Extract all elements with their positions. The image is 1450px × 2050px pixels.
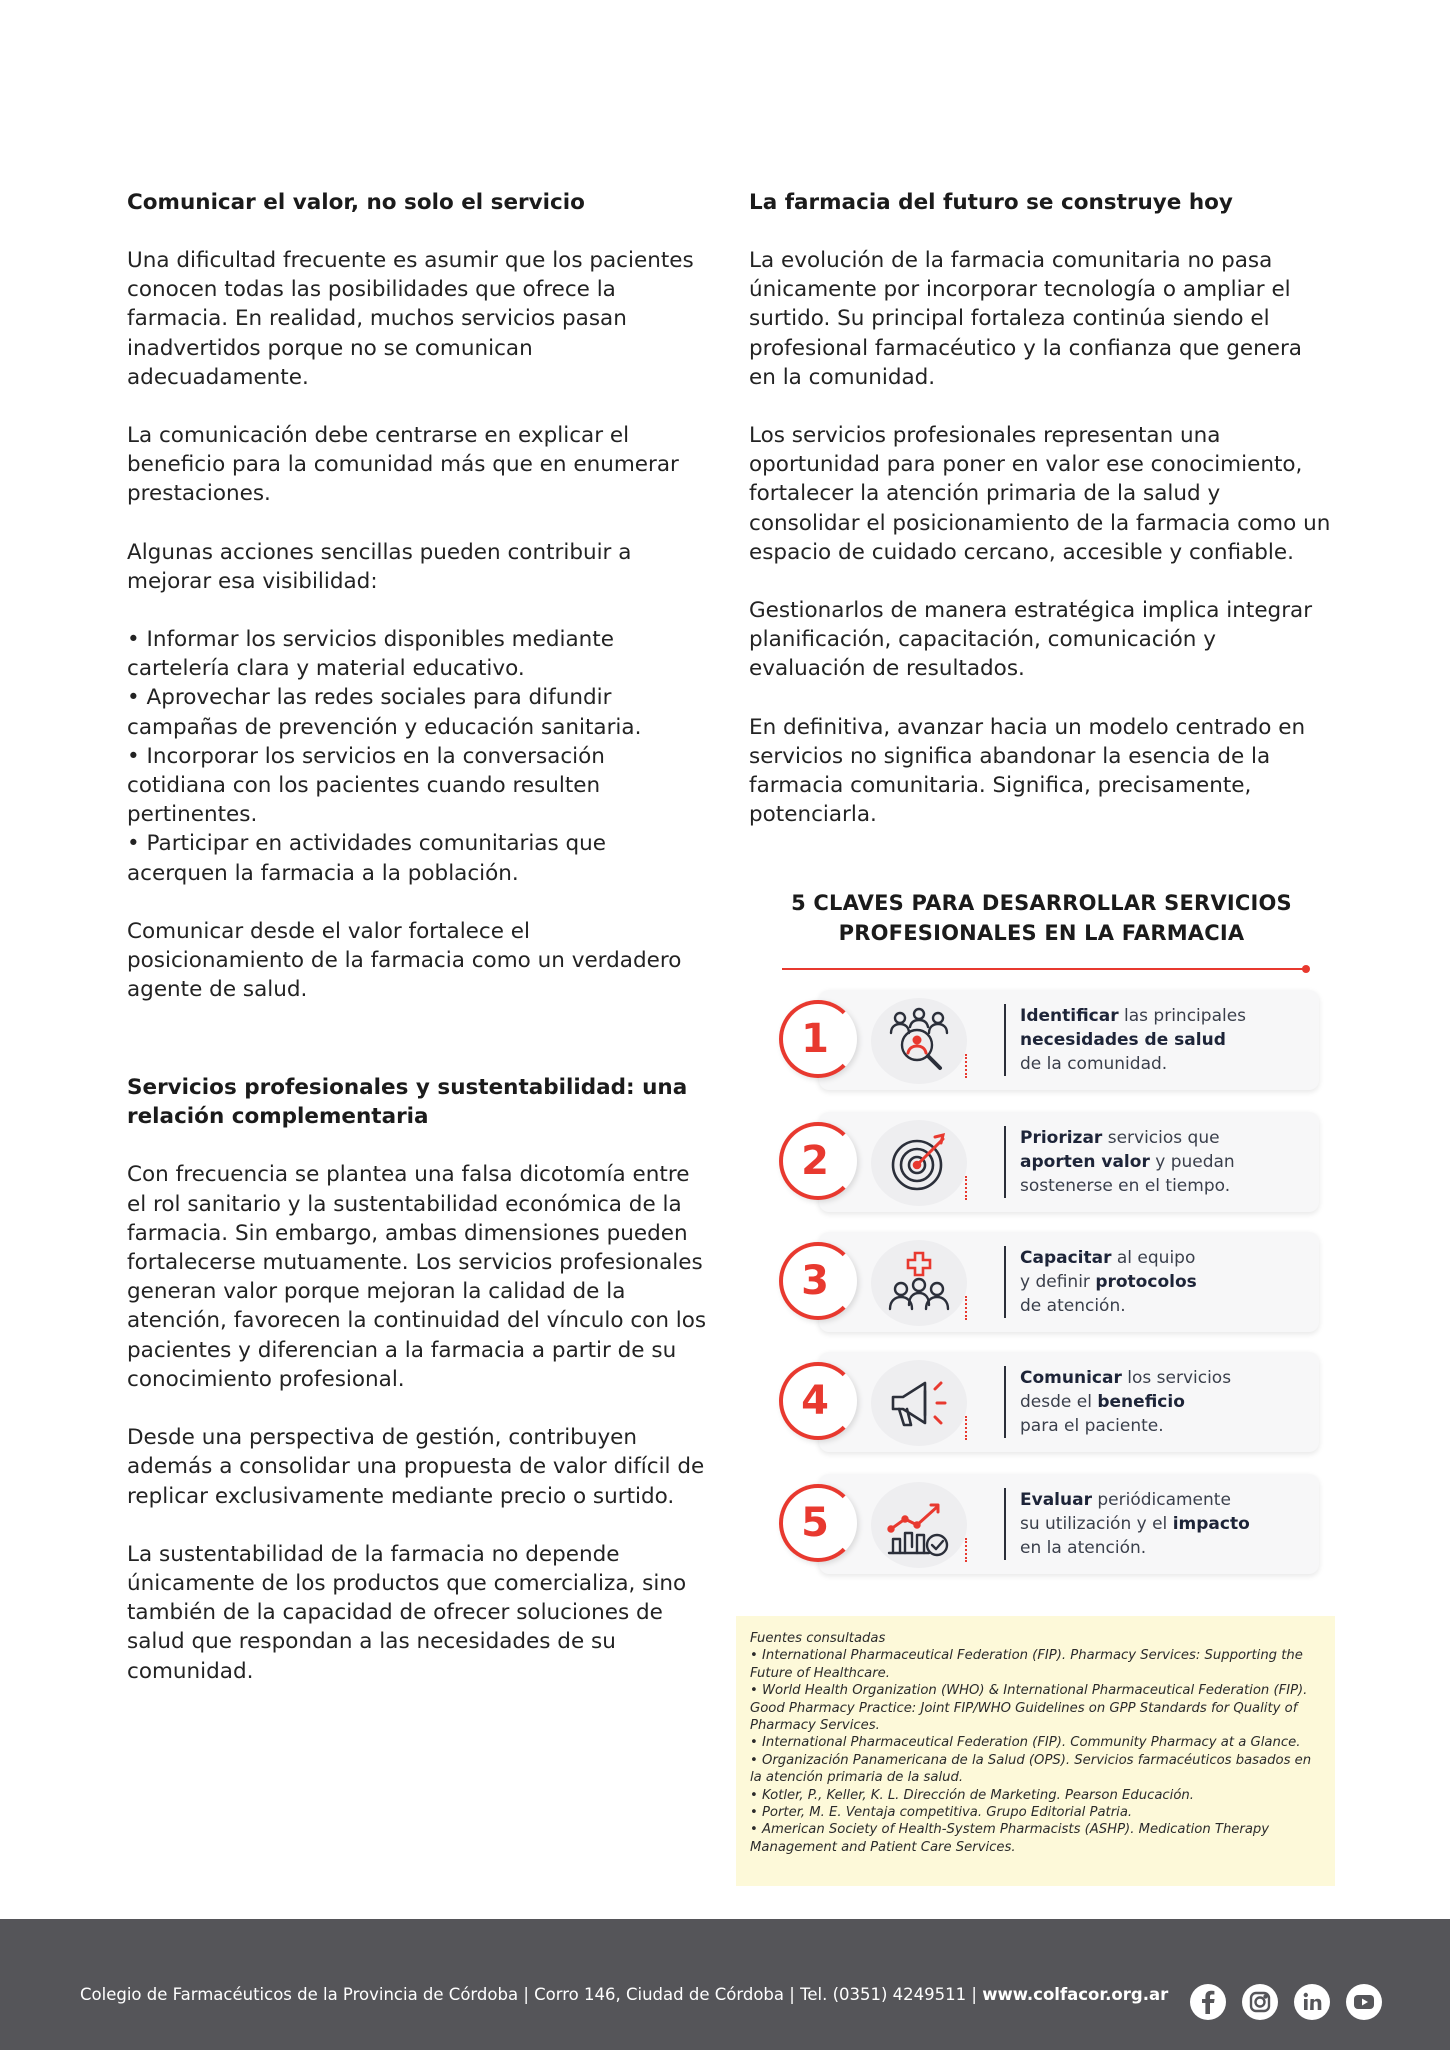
bullet-item: • Participar en actividades comunitarias que acerquen la farmacia a la población.: [127, 831, 607, 886]
section-title: Comunicar el valor, no solo el servicio: [127, 190, 585, 215]
key-number: 1: [801, 1016, 829, 1062]
youtube-icon[interactable]: [1346, 1984, 1382, 2020]
paragraph: En definitiva, avanzar hacia un modelo centrado en servicios no significa abandonar la esencia de la farmacia comunitaria. Significa, precisamente, potenciarla.: [749, 714, 1306, 828]
instagram-icon[interactable]: [1242, 1984, 1278, 2020]
sources-heading: Fuentes consultadas: [750, 1631, 886, 1646]
megaphone-icon: [871, 1360, 967, 1446]
left-column: [127, 188, 707, 1715]
search-people-icon: [871, 998, 967, 1084]
team-cross-icon: [871, 1240, 967, 1326]
source-item: • Organización Panamericana de la Salud (OPS). Servicios farmacéuticos basados en la atención primaria de la salud.: [750, 1752, 1312, 1786]
sources-box: [736, 1616, 1335, 1886]
key-description: Identificar las principales necesidades de salud de la comunidad.: [1020, 1006, 1247, 1074]
footer-contact: Colegio de Farmacéuticos de la Provincia de Córdoba | Corro 146, Ciudad de Córdoba | Tel. (0351) 4249511 | www.colfacor.org.ar: [80, 1985, 1169, 2004]
bullet-item: • Incorporar los servicios en la conversación cotidiana con los pacientes cuando resulten pertinentes.: [127, 743, 605, 828]
key-number: 3: [801, 1258, 829, 1304]
section-title: La farmacia del futuro se construye hoy: [749, 190, 1233, 215]
key-card-5: [779, 1474, 1319, 1574]
bullet-item: • Aprovechar las redes sociales para difundir campañas de prevención y educación sanitaria.: [127, 685, 642, 740]
paragraph: Los servicios profesionales representan una oportunidad para poner en valor ese conocimiento, fortalecer la atención primaria de la salud y consolidar el posicionamiento de la farmacia como un espacio de cuidado cercano, accesible y confiable.: [749, 423, 1331, 565]
infographic-title: 5 CLAVES PARA DESARROLLAR SERVICIOS PROFESIONALES EN LA FARMACIA: [791, 891, 1292, 945]
source-item: • World Health Organization (WHO) & International Pharmaceutical Federation (FIP). Good Pharmacy Practice: Joint FIP/WHO Guidelines on GPP Standards for Quality of Pharmacy Services.: [750, 1683, 1308, 1734]
paragraph: La comunicación debe centrarse en explicar el beneficio para la comunidad más que en enumerar prestaciones.: [127, 423, 679, 507]
paragraph: Algunas acciones sencillas pueden contribuir a mejorar esa visibilidad:: [127, 539, 632, 594]
infographic: [749, 888, 1334, 1558]
paragraph: Una dificultad frecuente es asumir que los pacientes conocen todas las posibilidades que ofrece la farmacia. En realidad, muchos servicios pasan inadvertidos porque no se comunican adecuadamente.: [127, 248, 694, 390]
divider: [782, 968, 1306, 970]
right-column: [749, 188, 1334, 858]
bullet-item: • Informar los servicios disponibles mediante cartelería clara y material educativo.: [127, 627, 614, 682]
key-description: Priorizar servicios que aporten valor y puedan sostenerse en el tiempo.: [1020, 1128, 1235, 1196]
key-number: 2: [801, 1138, 829, 1184]
target-icon: [871, 1120, 967, 1206]
website-link[interactable]: www.colfacor.org.ar: [982, 1985, 1169, 2004]
key-number: 4: [801, 1378, 829, 1424]
source-item: • American Society of Health-System Pharmacists (ASHP). Medication Therapy Management and Patient Care Services.: [750, 1822, 1270, 1855]
key-number: 5: [801, 1500, 829, 1546]
source-item: • International Pharmaceutical Federation (FIP). Pharmacy Services: Supporting the Future of Healthcare.: [750, 1648, 1303, 1681]
key-card-1: [779, 990, 1319, 1090]
paragraph: La sustentabilidad de la farmacia no depende únicamente de los productos que comercializa, sino también de la capacidad de ofrecer soluciones de salud que respondan a las necesidades de su comunidad.: [127, 1541, 687, 1684]
key-description: Capacitar al equipo y definir protocolos de atención.: [1020, 1248, 1197, 1316]
section-title: Servicios profesionales y sustentabilidad: una relación complementaria: [127, 1075, 688, 1130]
source-item: • International Pharmaceutical Federation (FIP). Community Pharmacy at a Glance.: [750, 1735, 1301, 1751]
paragraph: Desde una perspectiva de gestión, contribuyen además a consolidar una propuesta de valor difícil de replicar exclusivamente mediante precio o surtido.: [127, 1425, 705, 1509]
paragraph: La evolución de la farmacia comunitaria no pasa únicamente por incorporar tecnología o ampliar el surtido. Su principal fortaleza continúa siendo el profesional farmacéutico y la confianza que genera en la comunidad.: [749, 248, 1302, 390]
paragraph: Comunicar desde el valor fortalece el posicionamiento de la farmacia como un verdadero agente de salud.: [127, 918, 682, 1003]
facebook-icon[interactable]: [1190, 1984, 1226, 2020]
bullet-list: [127, 625, 707, 888]
key-card-4: [779, 1352, 1319, 1452]
paragraph: Con frecuencia se plantea una falsa dicotomía entre el rol sanitario y la sustentabilidad económica de la farmacia. Sin embargo, ambas dimensiones pueden fortalecerse mutuamente. Los servicios profesionales generan valor porque mejoran la calidad de la atención, favorecen la continuidad del vínculo con los pacientes y diferencian a la farmacia a partir de su conocimiento profesional.: [127, 1162, 707, 1392]
growth-chart-icon: [871, 1482, 967, 1568]
source-item: • Kotler, P., Keller, K. L. Dirección de Marketing. Pearson Educación.: [750, 1787, 1194, 1803]
linkedin-icon[interactable]: [1294, 1984, 1330, 2020]
source-item: • Porter, M. E. Ventaja competitiva. Grupo Editorial Patria.: [750, 1805, 1133, 1821]
footer: [0, 1919, 1450, 2050]
paragraph: Gestionarlos de manera estratégica implica integrar planificación, capacitación, comunicación y evaluación de resultados.: [749, 598, 1313, 682]
key-description: Comunicar los servicios desde el beneficio para el paciente.: [1020, 1368, 1232, 1436]
key-description: Evaluar periódicamente su utilización y el impacto en la atención.: [1020, 1490, 1250, 1558]
key-card-2: [779, 1112, 1319, 1212]
key-card-3: [779, 1232, 1319, 1332]
